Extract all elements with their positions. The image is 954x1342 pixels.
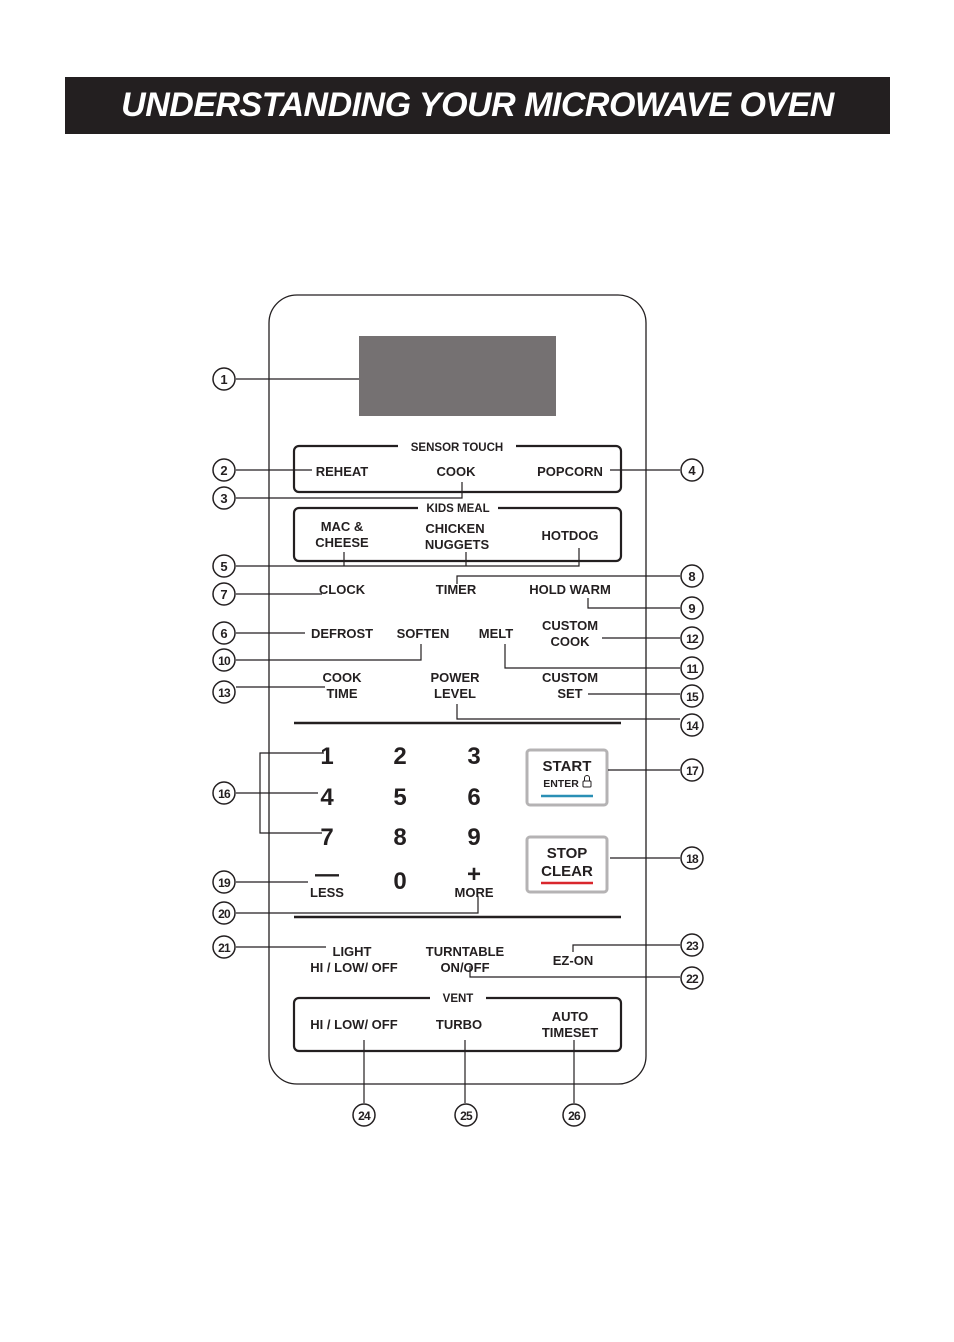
- key-6[interactable]: 6: [467, 784, 481, 811]
- callout-24: [353, 1104, 375, 1126]
- callout-number-12: 12: [686, 632, 698, 646]
- callout-17: [681, 759, 703, 781]
- key-4[interactable]: 4: [320, 784, 334, 811]
- callout-13: [213, 681, 235, 703]
- start-button[interactable]: [527, 750, 607, 805]
- callout-number-19: 19: [218, 876, 230, 890]
- callout-number-1: 1: [220, 372, 228, 387]
- timer-button[interactable]: TIMER: [435, 582, 477, 597]
- callout-22: [681, 967, 703, 989]
- custom-cook-label-1[interactable]: CUSTOM: [541, 618, 599, 633]
- vent-heading: VENT: [442, 993, 474, 1005]
- callout-5: [213, 555, 235, 577]
- cook-time-label-1[interactable]: COOK: [322, 670, 362, 685]
- more-button[interactable]: MORE: [454, 885, 494, 900]
- key-2[interactable]: 2: [393, 743, 407, 770]
- reheat-button[interactable]: REHEAT: [315, 464, 369, 479]
- chicken-nuggets-label-1[interactable]: CHICKEN: [425, 521, 485, 536]
- callout-6: [213, 622, 235, 644]
- callout-number-9: 9: [688, 601, 696, 616]
- callout-25: [455, 1104, 477, 1126]
- key-1[interactable]: 1: [320, 743, 334, 770]
- callout-number-23: 23: [686, 939, 698, 953]
- defrost-button[interactable]: DEFROST: [310, 626, 374, 641]
- power-level-label-1[interactable]: POWER: [430, 670, 480, 685]
- callout-number-21: 21: [218, 941, 230, 955]
- callout-number-17: 17: [686, 764, 698, 778]
- clear-label: CLEAR: [541, 863, 593, 880]
- custom-set-label-1[interactable]: CUSTOM: [541, 670, 599, 685]
- chicken-nuggets-label-2[interactable]: NUGGETS: [424, 537, 490, 552]
- hotdog-button[interactable]: HOTDOG: [541, 528, 599, 543]
- callout-12: [681, 627, 703, 649]
- callout-number-4: 4: [688, 463, 696, 478]
- callout-20: [213, 902, 235, 924]
- ez-on-button[interactable]: EZ-ON: [552, 953, 594, 968]
- power-level-label-2[interactable]: LEVEL: [434, 686, 476, 701]
- callout-number-5: 5: [220, 559, 228, 574]
- callout-number-7: 7: [220, 587, 228, 602]
- callout-15: [681, 685, 703, 707]
- display-window: [359, 336, 556, 416]
- callout-9: [681, 597, 703, 619]
- soften-button[interactable]: SOFTEN: [396, 626, 450, 641]
- key-3[interactable]: 3: [467, 743, 481, 770]
- callout-16: [213, 782, 235, 804]
- callout-3: [213, 487, 235, 509]
- minus-icon[interactable]: —: [315, 861, 339, 888]
- popcorn-button[interactable]: POPCORN: [537, 464, 603, 479]
- kids-meal-heading: KIDS MEAL: [426, 503, 490, 515]
- callout-number-8: 8: [688, 569, 696, 584]
- plus-icon[interactable]: +: [466, 861, 482, 888]
- hold-warm-button[interactable]: HOLD WARM: [529, 582, 611, 597]
- callout-21: [213, 936, 235, 958]
- key-7[interactable]: 7: [320, 824, 334, 851]
- callout-number-26: 26: [568, 1109, 580, 1123]
- callout-number-14: 14: [686, 719, 698, 733]
- callout-number-3: 3: [220, 491, 228, 506]
- vent-hi-low-off-button[interactable]: HI / LOW/ OFF: [310, 1017, 398, 1032]
- sensor-cook-button[interactable]: COOK: [436, 464, 476, 479]
- turbo-button[interactable]: TURBO: [435, 1017, 483, 1032]
- start-label: START: [542, 758, 592, 775]
- callout-number-2: 2: [220, 463, 228, 478]
- custom-set-label-2[interactable]: SET: [557, 686, 583, 701]
- auto-timeset-label-2[interactable]: TIMESET: [541, 1025, 599, 1040]
- page-title: UNDERSTANDING YOUR MICROWAVE OVEN: [121, 86, 834, 124]
- enter-label: ENTER: [543, 778, 579, 790]
- mac-cheese-label-2[interactable]: CHEESE: [315, 535, 369, 550]
- callout-number-15: 15: [686, 690, 698, 704]
- callout-number-16: 16: [218, 787, 230, 801]
- clock-button[interactable]: CLOCK: [318, 582, 366, 597]
- stop-clear-button[interactable]: [527, 837, 607, 892]
- callout-8: [681, 565, 703, 587]
- less-button[interactable]: LESS: [310, 885, 344, 900]
- callout-1: [213, 368, 235, 390]
- melt-button[interactable]: MELT: [478, 626, 514, 641]
- callout-11: [681, 657, 703, 679]
- callout-14: [681, 714, 703, 736]
- callout-number-24: 24: [358, 1109, 370, 1123]
- light-label-1[interactable]: LIGHT: [332, 944, 372, 959]
- callout-18: [681, 847, 703, 869]
- callout-26: [563, 1104, 585, 1126]
- light-label-2[interactable]: HI / LOW/ OFF: [310, 960, 398, 975]
- cook-time-label-2[interactable]: TIME: [326, 686, 358, 701]
- callout-number-11: 11: [686, 662, 698, 676]
- key-0[interactable]: 0: [393, 868, 407, 895]
- callout-number-20: 20: [218, 907, 230, 921]
- callout-2: [213, 459, 235, 481]
- turntable-label-2[interactable]: ON/OFF: [440, 960, 490, 975]
- custom-cook-label-2[interactable]: COOK: [550, 634, 590, 649]
- callout-7: [213, 583, 235, 605]
- turntable-label-1[interactable]: TURNTABLE: [425, 944, 505, 959]
- callout-number-25: 25: [460, 1109, 472, 1123]
- callout-4: [681, 459, 703, 481]
- key-5[interactable]: 5: [393, 784, 407, 811]
- stop-label: STOP: [546, 845, 588, 862]
- callout-number-18: 18: [686, 852, 698, 866]
- sensor-touch-heading: SENSOR TOUCH: [410, 442, 504, 454]
- key-8[interactable]: 8: [393, 824, 407, 851]
- callout-number-10: 10: [218, 654, 230, 668]
- callout-number-22: 22: [686, 972, 698, 986]
- callout-number-13: 13: [218, 686, 230, 700]
- callout-markers: [213, 368, 703, 1126]
- key-9[interactable]: 9: [467, 824, 481, 851]
- mac-cheese-label-1[interactable]: MAC &: [320, 519, 364, 534]
- callout-10: [213, 649, 235, 671]
- callout-23: [681, 934, 703, 956]
- callout-19: [213, 871, 235, 893]
- callout-number-6: 6: [220, 626, 228, 641]
- auto-timeset-label-1[interactable]: AUTO: [551, 1009, 589, 1024]
